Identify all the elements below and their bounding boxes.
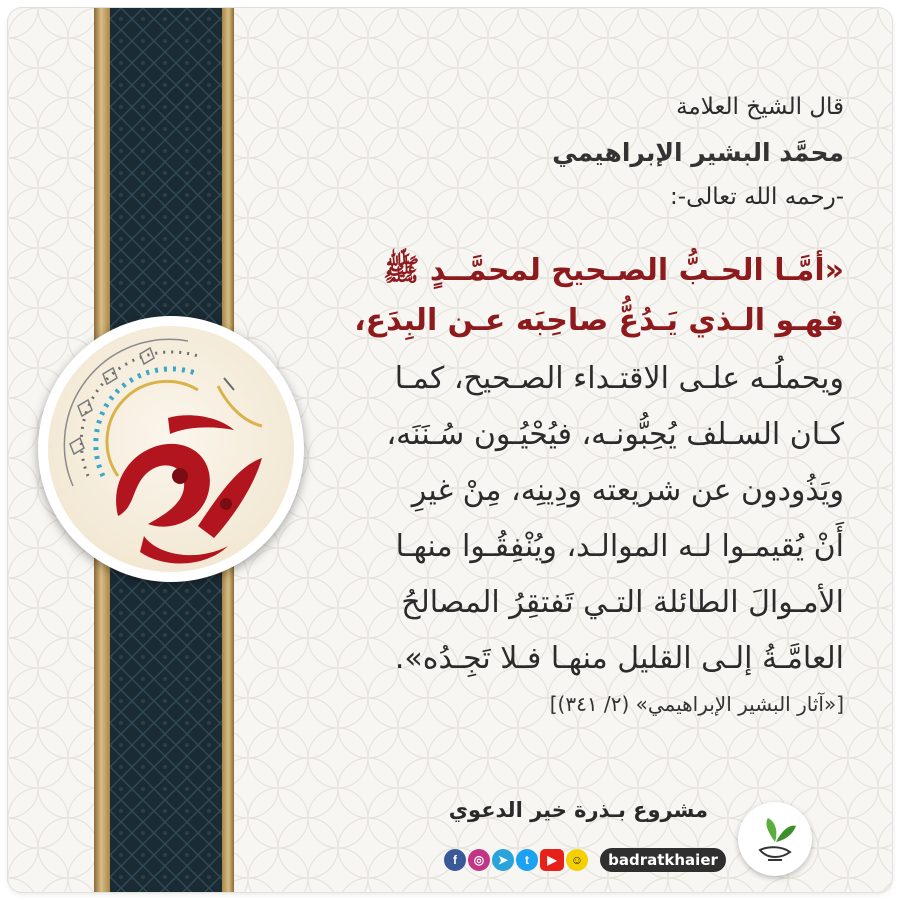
quote-line-5: ويَذُودون عن شريعته ودِينِه، مِنْ غيرِ — [411, 473, 844, 508]
scholar-name: محمَّد البشير الإبراهيمي — [552, 138, 844, 167]
twitter-icon[interactable]: t — [516, 849, 538, 871]
badrat-logo-icon — [738, 802, 812, 876]
instagram-icon[interactable]: ◎ — [468, 849, 490, 871]
social-icons — [444, 848, 596, 872]
youtube-icon[interactable]: ▶ — [540, 849, 564, 871]
post-card — [8, 8, 892, 892]
project-name: مشروع بـذرة خير الدعوي — [448, 798, 708, 822]
quote-line-4: كـان السـلف يُحِبُّونـه، فيُحْيُـون سُـنَنَه، — [386, 417, 844, 452]
quote-line-6: أَنْ يُقيمـوا لـه الموالـد، ويُنْفِقُـوا منهـا — [395, 529, 844, 564]
muhammad-calligraphy-icon — [48, 326, 294, 572]
social-handle[interactable]: badratkhaier — [600, 848, 726, 872]
intro-line-3: -رحمه الله تعالى-: — [670, 184, 844, 210]
facebook-icon[interactable]: f — [444, 849, 466, 871]
source-citation: [«آثار البشير الإبراهيمي» (٢/ ٣٤١)] — [549, 692, 844, 716]
intro-line-1: قال الشيخ العلامة — [676, 94, 844, 120]
telegram-icon[interactable]: ➤ — [492, 849, 514, 871]
snapchat-icon[interactable]: ☺ — [566, 849, 588, 871]
quote-line-3: ويحملُـه علـى الاقتـداء الصـحيح، كمـا — [394, 361, 844, 396]
quote-line-8: العامَّـةُ إلـى القليل منهـا فـلا تَجِـدُه». — [394, 641, 844, 676]
quote-line-1: «أمَّـا الحـبُّ الصـحيح لمحمَّــدٍ ﷺ — [383, 253, 844, 288]
quote-line-7: الأمـوالَ الطائلة التـي تَفتقِرُ المصالحُ — [401, 585, 844, 620]
quote-line-2: فهـو الـذي يَـدُعُّ صاحِبَه عـن البِدَع، — [354, 303, 844, 338]
calligraphy-medallion — [38, 316, 304, 582]
